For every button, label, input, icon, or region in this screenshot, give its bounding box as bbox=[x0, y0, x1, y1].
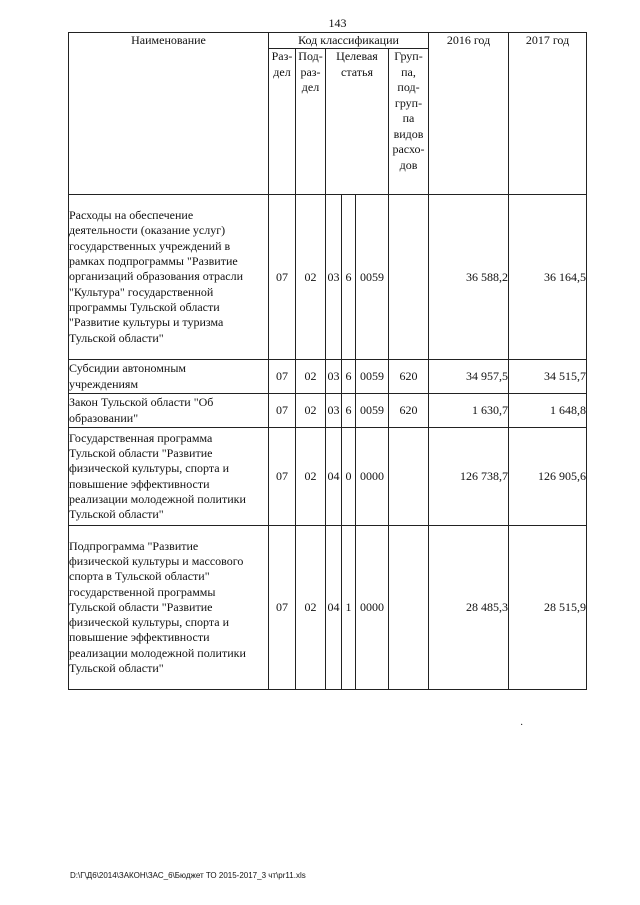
cell-target-2: 6 bbox=[342, 360, 356, 394]
cell-group: 620 bbox=[389, 394, 429, 428]
cell-2017: 36 164,5 bbox=[509, 195, 587, 360]
cell-group bbox=[389, 526, 429, 690]
cell-podrazdel: 02 bbox=[296, 195, 326, 360]
table-row bbox=[69, 195, 587, 360]
header-razdel: Раз- дел bbox=[269, 49, 296, 195]
cell-target-2: 6 bbox=[342, 195, 356, 360]
cell-target-1: 04 bbox=[326, 428, 342, 526]
header-podrazdel: Под- раз- дел bbox=[296, 49, 326, 195]
cell-2016: 126 738,7 bbox=[429, 428, 509, 526]
cell-podrazdel: 02 bbox=[296, 526, 326, 690]
cell-razdel: 07 bbox=[269, 195, 296, 360]
header-code: Код классификации bbox=[269, 33, 429, 49]
cell-target-3: 0000 bbox=[356, 526, 389, 690]
header-2016: 2016 год bbox=[429, 33, 509, 195]
cell-2016: 28 485,3 bbox=[429, 526, 509, 690]
cell-target-2: 6 bbox=[342, 394, 356, 428]
cell-group bbox=[389, 428, 429, 526]
cell-razdel: 07 bbox=[269, 428, 296, 526]
cell-target-1: 04 bbox=[326, 526, 342, 690]
cell-target-3: 0059 bbox=[356, 394, 389, 428]
cell-2017: 1 648,8 bbox=[509, 394, 587, 428]
table-row bbox=[69, 360, 587, 394]
cell-target-1: 03 bbox=[326, 195, 342, 360]
cell-2016: 1 630,7 bbox=[429, 394, 509, 428]
row-name: Государственная программа Тульской области "Развитие физической культуры, спорта и повышение эффективности реализации молодежной политики Тульской области" bbox=[69, 428, 269, 526]
header-target-article: Целевая статья bbox=[326, 49, 389, 195]
cell-podrazdel: 02 bbox=[296, 360, 326, 394]
row-name: Субсидии автономным учреждениям bbox=[69, 360, 269, 394]
table-row bbox=[69, 428, 587, 526]
cell-2017: 28 515,9 bbox=[509, 526, 587, 690]
cell-2017: 34 515,7 bbox=[509, 360, 587, 394]
cell-target-3: 0059 bbox=[356, 195, 389, 360]
row-name: Расходы на обеспечение деятельности (оказание услуг) государственных учреждений в рамках подпрограммы "Развитие организаций образования отрасли "Культура" государственной программы Тульской области "Развитие культуры и туризма Тульской области" bbox=[69, 195, 269, 360]
cell-target-2: 0 bbox=[342, 428, 356, 526]
table-row bbox=[69, 394, 587, 428]
cell-target-3: 0000 bbox=[356, 428, 389, 526]
cell-target-1: 03 bbox=[326, 360, 342, 394]
cell-razdel: 07 bbox=[269, 526, 296, 690]
budget-table bbox=[68, 32, 587, 690]
scan-mark: · bbox=[520, 720, 524, 731]
header-2017: 2017 год bbox=[509, 33, 587, 195]
cell-target-2: 1 bbox=[342, 526, 356, 690]
cell-target-1: 03 bbox=[326, 394, 342, 428]
cell-group: 620 bbox=[389, 360, 429, 394]
cell-podrazdel: 02 bbox=[296, 428, 326, 526]
cell-podrazdel: 02 bbox=[296, 394, 326, 428]
cell-razdel: 07 bbox=[269, 360, 296, 394]
cell-2017: 126 905,6 bbox=[509, 428, 587, 526]
page-number: 143 bbox=[328, 16, 347, 30]
cell-2016: 36 588,2 bbox=[429, 195, 509, 360]
cell-razdel: 07 bbox=[269, 394, 296, 428]
header-name: Наименование bbox=[69, 33, 269, 195]
table-row bbox=[69, 526, 587, 690]
row-name: Закон Тульской области "Об образовании" bbox=[69, 394, 269, 428]
file-path-footer: D:\Г\Д6\2014\ЗАКОН\ЗАС_6\Бюджет ТО 2015-2017_3 чт\pr11.xls bbox=[70, 871, 306, 880]
cell-target-3: 0059 bbox=[356, 360, 389, 394]
cell-2016: 34 957,5 bbox=[429, 360, 509, 394]
row-name: Подпрограмма "Развитие физической культуры и массового спорта в Тульской области" государственной программы Тульской области "Развитие физической культуры, спорта и повышение эффективности реализации молодежной политики Тульской области" bbox=[69, 526, 269, 690]
header-expense-group: Груп- па, под- груп- па видов расхо- дов bbox=[389, 49, 429, 195]
cell-group bbox=[389, 195, 429, 360]
